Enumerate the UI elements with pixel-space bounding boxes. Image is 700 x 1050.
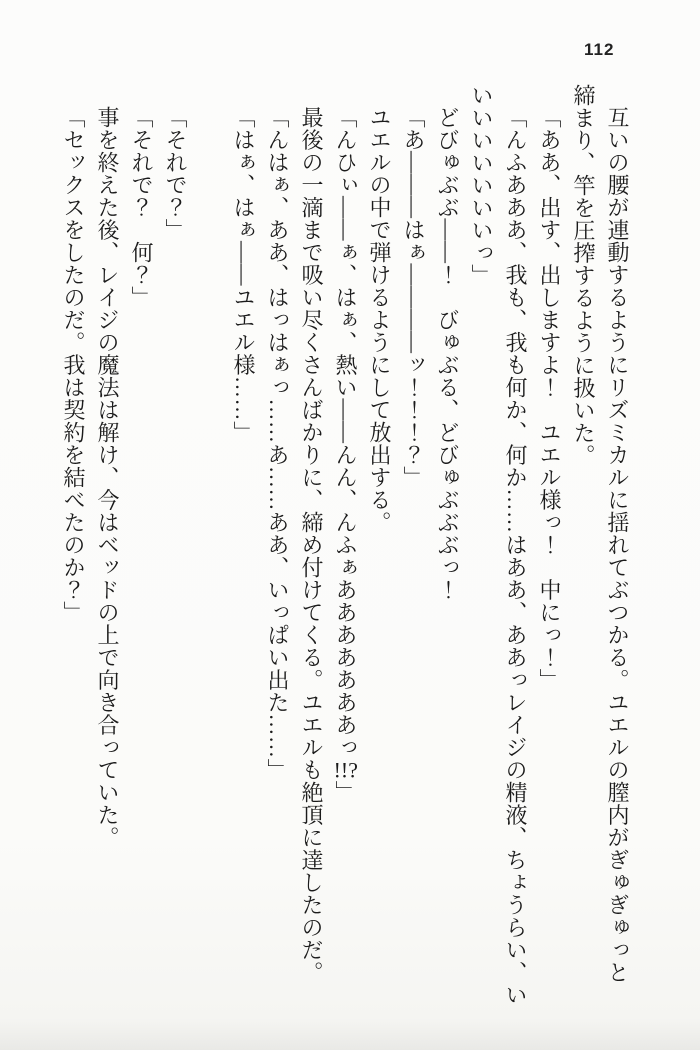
text-line: ユエルの中で弾けるようにして放出する。 <box>367 106 392 534</box>
blank-line <box>192 84 226 1016</box>
text-line: 「んひぃ――ぁ、はぁ、熱い――んん、んふぁあああああああっ!!?」 <box>333 106 358 803</box>
text-line: 「それで？」 <box>163 106 188 241</box>
text-line: 「それで？ 何？」 <box>129 106 154 309</box>
text-line: 最後の一滴まで吸い尽くさんばかりに、締め付けてくる。ユエルも絶頂に達したのだ。 <box>299 106 324 984</box>
text-line: 「はぁ、はぁ――ユエル様……」 <box>231 106 256 444</box>
text-line: 事を終えた後、レイジの魔法は解け、今はベッドの上で向き合っていた。 <box>95 106 120 849</box>
text-line: どびゅぶぶ――！ びゅぶる、どびゅぶぶぶっ！ <box>435 106 460 601</box>
tatechuyoko-text: !!? <box>333 758 358 781</box>
text-line: 「んふあああ、我も、我も何か、何か……はああ、ああっレイジの精液、ちょうらい、い <box>503 106 528 1006</box>
page-text <box>56 84 634 1016</box>
text-line: 「あ―――はぁ――――ッ！！！？」 <box>401 106 426 489</box>
text-line: 締まり、竿を圧搾するように扱いた。 <box>571 84 596 467</box>
text-line: 「んはぁ、ああ、はっはぁっ……あ……ああ、いっぱい出た……」 <box>265 106 290 781</box>
text-line: 「セックスをしたのだ。我は契約を結べたのか？」 <box>61 106 86 624</box>
page-number: 112 <box>584 40 615 59</box>
text-line: 「ああ、出す、出しますよ！ ユエル様っ！ 中にっ！」 <box>537 106 562 691</box>
text-line: 互いの腰が連動するようにリズミカルに揺れてぶつかる。ユエルの膣内がぎゅぎゅっと <box>605 106 630 984</box>
text-line: いいいいいいいっ」 <box>469 84 494 287</box>
